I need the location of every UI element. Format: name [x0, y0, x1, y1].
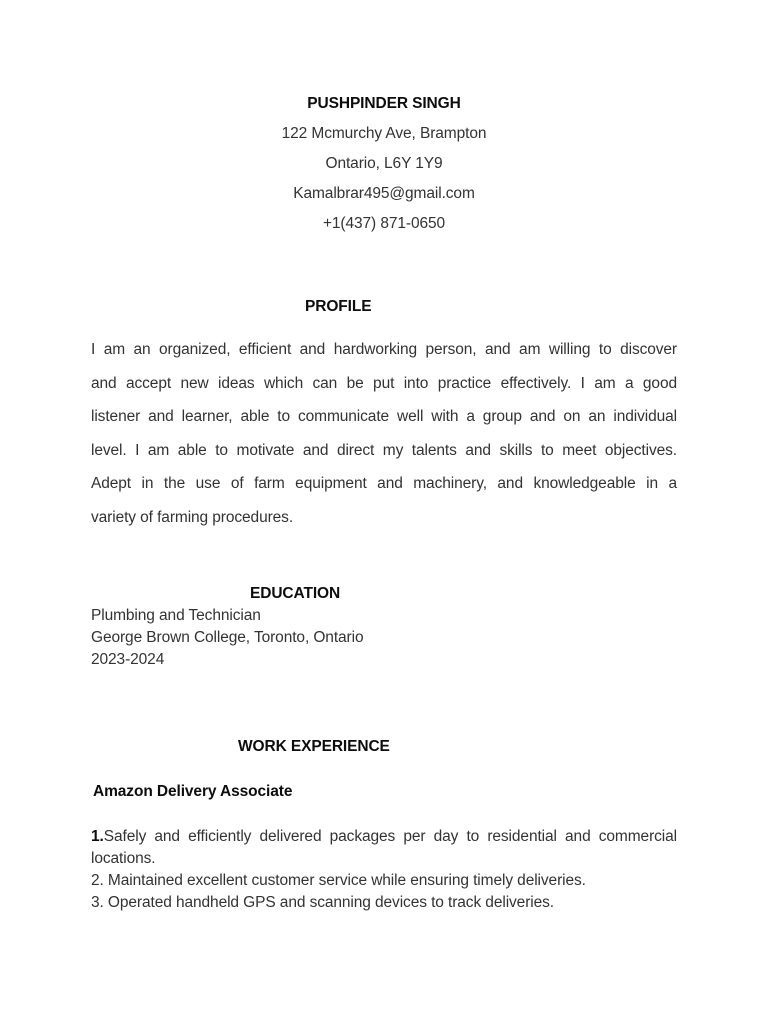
phone-text: +1(437) 871-0650 — [322, 215, 446, 232]
list-item-marker: 1. — [91, 828, 104, 845]
profile-line: variety of farming procedures. — [91, 508, 294, 526]
profile-line: level. I am able to motivate and direct my talents and skills to meet objectives. — [91, 441, 677, 459]
profile-line: listener and learner, able to communicate well with a group and on an individual — [91, 408, 677, 425]
list-item — [91, 826, 677, 848]
list-item-text: Safely and efficiently delivered packages per day to residential and commercial — [103, 828, 677, 845]
profile-line: I am an organized, efficient and hardworking person, and am willing to discover — [91, 341, 677, 358]
address-line-2: Ontario, L6Y 1Y9 — [325, 155, 443, 172]
work-experience-heading: WORK EXPERIENCE — [238, 738, 390, 755]
education-section — [91, 583, 677, 671]
profile-line: Adept in the use of farm equipment and machinery, and knowledgeable in a — [91, 475, 677, 492]
work-experience-list — [91, 826, 677, 914]
address-line-1: 122 Mcmurchy Ave, Brampton — [281, 125, 487, 142]
education-school: George Brown College, Toronto, Ontario — [91, 629, 364, 646]
contact-header — [91, 89, 677, 239]
list-item-continuation: locations. — [91, 850, 156, 867]
list-item: 3. Operated handheld GPS and scanning devices to track deliveries. — [91, 894, 554, 911]
profile-paragraph — [91, 333, 677, 534]
email-text: Kamalbrar495@gmail.com — [293, 185, 475, 202]
education-heading: EDUCATION — [250, 585, 341, 602]
education-program: Plumbing and Technician — [91, 607, 261, 624]
education-years: 2023-2024 — [91, 651, 165, 668]
person-name: PUSHPINDER SINGH — [307, 95, 461, 112]
profile-line: and accept new ideas which can be put into practice effectively. I am a good — [91, 374, 677, 392]
job-title: Amazon Delivery Associate — [93, 783, 293, 800]
profile-heading: PROFILE — [305, 298, 372, 315]
list-item: 2. Maintained excellent customer service while ensuring timely deliveries. — [91, 872, 586, 889]
